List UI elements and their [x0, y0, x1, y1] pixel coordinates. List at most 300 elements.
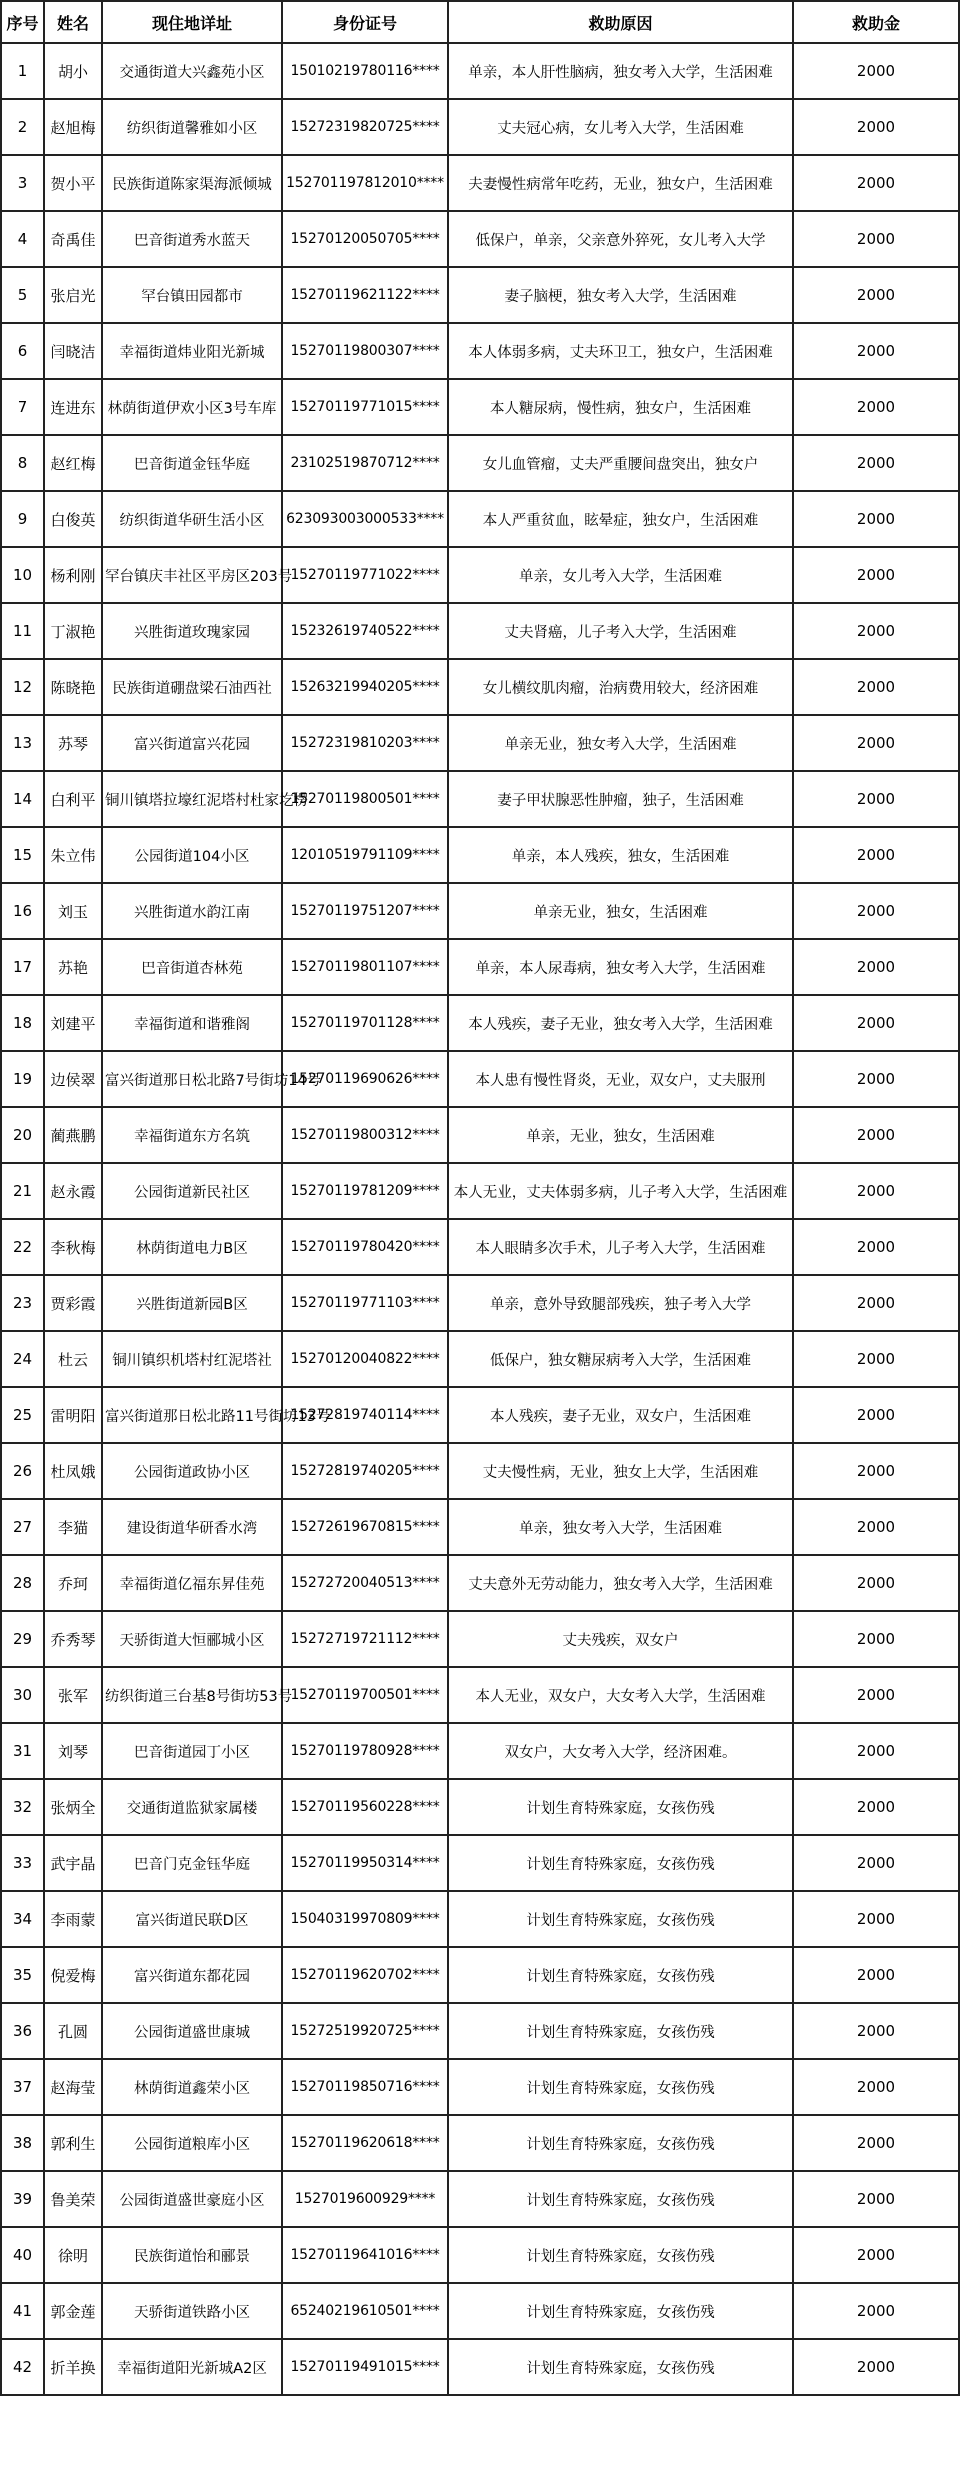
- cell-address: 公园街道盛世豪庭小区: [102, 2171, 282, 2227]
- cell-id-number: 15270119950314****: [282, 1835, 448, 1891]
- cell-amount: 2000: [793, 2171, 959, 2227]
- cell-id-number: 1527019600929****: [282, 2171, 448, 2227]
- cell-amount: 2000: [793, 379, 959, 435]
- cell-index: 36: [1, 2003, 44, 2059]
- cell-index: 37: [1, 2059, 44, 2115]
- cell-id-number: 15270119690626****: [282, 1051, 448, 1107]
- cell-amount: 2000: [793, 1443, 959, 1499]
- cell-index: 15: [1, 827, 44, 883]
- cell-amount: 2000: [793, 659, 959, 715]
- cell-address: 铜川镇织机塔村红泥塔社: [102, 1331, 282, 1387]
- cell-amount: 2000: [793, 1611, 959, 1667]
- cell-address: 天骄街道大恒郦城小区: [102, 1611, 282, 1667]
- table-row: [1, 1611, 959, 1667]
- cell-id-number: 15270119751207****: [282, 883, 448, 939]
- cell-name: 贾彩霞: [44, 1275, 102, 1331]
- cell-address: 民族街道怡和郦景: [102, 2227, 282, 2283]
- cell-reason: 计划生育特殊家庭，女孩伤残: [448, 1947, 793, 2003]
- cell-address: 巴音街道金钰华庭: [102, 435, 282, 491]
- table-row: [1, 2059, 959, 2115]
- cell-amount: 2000: [793, 1835, 959, 1891]
- cell-name: 边侯翠: [44, 1051, 102, 1107]
- cell-amount: 2000: [793, 155, 959, 211]
- table-row: [1, 211, 959, 267]
- cell-reason: 丈夫肾癌，儿子考入大学，生活困难: [448, 603, 793, 659]
- cell-amount: 2000: [793, 1667, 959, 1723]
- cell-name: 李猫: [44, 1499, 102, 1555]
- cell-reason: 计划生育特殊家庭，女孩伤残: [448, 2171, 793, 2227]
- cell-address: 纺织街道华研生活小区: [102, 491, 282, 547]
- cell-id-number: 15270120050705****: [282, 211, 448, 267]
- cell-name: 连进东: [44, 379, 102, 435]
- cell-reason: 计划生育特殊家庭，女孩伤残: [448, 2339, 793, 2395]
- header-amount: 救助金: [793, 1, 959, 43]
- cell-id-number: 12010519791109****: [282, 827, 448, 883]
- cell-amount: 2000: [793, 603, 959, 659]
- cell-address: 巴音街道园丁小区: [102, 1723, 282, 1779]
- table-row: [1, 1723, 959, 1779]
- cell-reason: 单亲，本人残疾，独女，生活困难: [448, 827, 793, 883]
- cell-name: 徐明: [44, 2227, 102, 2283]
- cell-index: 40: [1, 2227, 44, 2283]
- cell-id-number: 15270119700501****: [282, 1667, 448, 1723]
- header-index: 序号: [1, 1, 44, 43]
- cell-amount: 2000: [793, 715, 959, 771]
- cell-id-number: 15272319810203****: [282, 715, 448, 771]
- cell-name: 刘建平: [44, 995, 102, 1051]
- cell-id-number: 15270119560228****: [282, 1779, 448, 1835]
- cell-reason: 丈夫意外无劳动能力，独女考入大学，生活困难: [448, 1555, 793, 1611]
- cell-address: 巴音街道秀水蓝天: [102, 211, 282, 267]
- cell-id-number: 65240219610501****: [282, 2283, 448, 2339]
- cell-id-number: 15270119771015****: [282, 379, 448, 435]
- cell-name: 杨利刚: [44, 547, 102, 603]
- cell-name: 郭利生: [44, 2115, 102, 2171]
- cell-reason: 夫妻慢性病常年吃药，无业，独女户，生活困难: [448, 155, 793, 211]
- cell-reason: 本人体弱多病，丈夫环卫工，独女户，生活困难: [448, 323, 793, 379]
- header-reason: 救助原因: [448, 1, 793, 43]
- cell-address: 巴音门克金钰华庭: [102, 1835, 282, 1891]
- cell-index: 19: [1, 1051, 44, 1107]
- cell-id-number: 15272720040513****: [282, 1555, 448, 1611]
- cell-index: 4: [1, 211, 44, 267]
- cell-address: 林荫街道电力B区: [102, 1219, 282, 1275]
- cell-name: 李秋梅: [44, 1219, 102, 1275]
- cell-name: 苏艳: [44, 939, 102, 995]
- cell-index: 12: [1, 659, 44, 715]
- cell-name: 刘琴: [44, 1723, 102, 1779]
- table-row: [1, 323, 959, 379]
- cell-id-number: 15040319970809****: [282, 1891, 448, 1947]
- table-row: [1, 267, 959, 323]
- cell-index: 31: [1, 1723, 44, 1779]
- table-row: [1, 771, 959, 827]
- cell-amount: 2000: [793, 323, 959, 379]
- cell-reason: 本人严重贫血，眩晕症，独女户，生活困难: [448, 491, 793, 547]
- cell-address: 公园街道104小区: [102, 827, 282, 883]
- cell-index: 10: [1, 547, 44, 603]
- cell-amount: 2000: [793, 827, 959, 883]
- cell-index: 30: [1, 1667, 44, 1723]
- cell-reason: 本人残疾，妻子无业，独女考入大学，生活困难: [448, 995, 793, 1051]
- cell-address: 天骄街道铁路小区: [102, 2283, 282, 2339]
- cell-address: 公园街道盛世康城: [102, 2003, 282, 2059]
- cell-index: 14: [1, 771, 44, 827]
- cell-index: 38: [1, 2115, 44, 2171]
- table-row: [1, 659, 959, 715]
- table-body: [1, 43, 959, 2395]
- table-row: [1, 1219, 959, 1275]
- table-row: [1, 2003, 959, 2059]
- cell-amount: 2000: [793, 1723, 959, 1779]
- cell-amount: 2000: [793, 43, 959, 99]
- cell-amount: 2000: [793, 1779, 959, 1835]
- cell-id-number: 15270119800307****: [282, 323, 448, 379]
- cell-amount: 2000: [793, 2339, 959, 2395]
- cell-id-number: 152701197812010****: [282, 155, 448, 211]
- table-row: [1, 491, 959, 547]
- cell-amount: 2000: [793, 491, 959, 547]
- cell-name: 倪爱梅: [44, 1947, 102, 2003]
- cell-address: 交通街道大兴鑫苑小区: [102, 43, 282, 99]
- table-row: [1, 435, 959, 491]
- cell-index: 27: [1, 1499, 44, 1555]
- cell-name: 孔圆: [44, 2003, 102, 2059]
- cell-address: 幸福街道炜业阳光新城: [102, 323, 282, 379]
- cell-id-number: 15272319820725****: [282, 99, 448, 155]
- cell-id-number: 15270119771103****: [282, 1275, 448, 1331]
- cell-index: 21: [1, 1163, 44, 1219]
- cell-name: 杜云: [44, 1331, 102, 1387]
- cell-id-number: 15270119781209****: [282, 1163, 448, 1219]
- cell-amount: 2000: [793, 2003, 959, 2059]
- cell-amount: 2000: [793, 2283, 959, 2339]
- cell-amount: 2000: [793, 1275, 959, 1331]
- cell-name: 奇禹佳: [44, 211, 102, 267]
- cell-reason: 计划生育特殊家庭，女孩伤残: [448, 2003, 793, 2059]
- cell-name: 折羊换: [44, 2339, 102, 2395]
- cell-name: 贺小平: [44, 155, 102, 211]
- cell-name: 雷明阳: [44, 1387, 102, 1443]
- cell-index: 32: [1, 1779, 44, 1835]
- cell-index: 1: [1, 43, 44, 99]
- cell-address: 富兴街道那日松北路11号街坊13号: [102, 1387, 282, 1443]
- cell-reason: 丈夫残疾，双女户: [448, 1611, 793, 1667]
- table-row: [1, 1499, 959, 1555]
- cell-id-number: 15270119780420****: [282, 1219, 448, 1275]
- cell-address: 富兴街道东都花园: [102, 1947, 282, 2003]
- cell-reason: 丈夫冠心病，女儿考入大学，生活困难: [448, 99, 793, 155]
- cell-id-number: 623093003000533****: [282, 491, 448, 547]
- cell-amount: 2000: [793, 2227, 959, 2283]
- cell-index: 18: [1, 995, 44, 1051]
- cell-name: 蔺燕鹏: [44, 1107, 102, 1163]
- cell-reason: 双女户，大女考入大学，经济困难。: [448, 1723, 793, 1779]
- cell-reason: 计划生育特殊家庭，女孩伤残: [448, 1835, 793, 1891]
- cell-name: 朱立伟: [44, 827, 102, 883]
- cell-index: 17: [1, 939, 44, 995]
- cell-reason: 本人糖尿病，慢性病，独女户，生活困难: [448, 379, 793, 435]
- cell-id-number: 15270119780928****: [282, 1723, 448, 1779]
- cell-id-number: 15270119491015****: [282, 2339, 448, 2395]
- cell-id-number: 15270119620702****: [282, 1947, 448, 2003]
- cell-reason: 低保户，单亲，父亲意外猝死，女儿考入大学: [448, 211, 793, 267]
- cell-index: 34: [1, 1891, 44, 1947]
- cell-amount: 2000: [793, 1219, 959, 1275]
- cell-index: 2: [1, 99, 44, 155]
- cell-reason: 计划生育特殊家庭，女孩伤残: [448, 2227, 793, 2283]
- cell-amount: 2000: [793, 435, 959, 491]
- cell-amount: 2000: [793, 1891, 959, 1947]
- table-row: [1, 827, 959, 883]
- cell-name: 闫晓洁: [44, 323, 102, 379]
- header-id-number: 身份证号: [282, 1, 448, 43]
- cell-id-number: 15270119800312****: [282, 1107, 448, 1163]
- cell-name: 白利平: [44, 771, 102, 827]
- cell-address: 巴音街道杏林苑: [102, 939, 282, 995]
- cell-reason: 单亲无业，独女考入大学，生活困难: [448, 715, 793, 771]
- cell-address: 兴胜街道新园B区: [102, 1275, 282, 1331]
- cell-name: 丁淑艳: [44, 603, 102, 659]
- cell-amount: 2000: [793, 1387, 959, 1443]
- cell-name: 张炳全: [44, 1779, 102, 1835]
- cell-index: 39: [1, 2171, 44, 2227]
- cell-address: 公园街道粮库小区: [102, 2115, 282, 2171]
- cell-index: 16: [1, 883, 44, 939]
- cell-reason: 单亲，意外导致腿部残疾，独子考入大学: [448, 1275, 793, 1331]
- cell-index: 28: [1, 1555, 44, 1611]
- cell-address: 幸福街道阳光新城A2区: [102, 2339, 282, 2395]
- cell-reason: 单亲，本人尿毒病，独女考入大学，生活困难: [448, 939, 793, 995]
- cell-address: 公园街道政协小区: [102, 1443, 282, 1499]
- cell-name: 李雨蒙: [44, 1891, 102, 1947]
- cell-reason: 计划生育特殊家庭，女孩伤残: [448, 2283, 793, 2339]
- cell-id-number: 15270120040822****: [282, 1331, 448, 1387]
- header-name: 姓名: [44, 1, 102, 43]
- cell-address: 民族街道陈家渠海派倾城: [102, 155, 282, 211]
- cell-id-number: 23102519870712****: [282, 435, 448, 491]
- cell-reason: 妻子脑梗，独女考入大学，生活困难: [448, 267, 793, 323]
- table-row: [1, 1107, 959, 1163]
- cell-amount: 2000: [793, 1555, 959, 1611]
- cell-amount: 2000: [793, 2115, 959, 2171]
- cell-index: 23: [1, 1275, 44, 1331]
- cell-address: 建设街道华研香水湾: [102, 1499, 282, 1555]
- cell-amount: 2000: [793, 211, 959, 267]
- table-row: [1, 43, 959, 99]
- table-row: [1, 1667, 959, 1723]
- table-row: [1, 379, 959, 435]
- cell-reason: 低保户，独女糖尿病考入大学，生活困难: [448, 1331, 793, 1387]
- cell-address: 兴胜街道水韵江南: [102, 883, 282, 939]
- table-row: [1, 2171, 959, 2227]
- table-row: [1, 1947, 959, 2003]
- cell-index: 11: [1, 603, 44, 659]
- cell-name: 张军: [44, 1667, 102, 1723]
- cell-amount: 2000: [793, 547, 959, 603]
- cell-address: 幸福街道和谐雅阁: [102, 995, 282, 1051]
- table-row: [1, 1163, 959, 1219]
- cell-index: 13: [1, 715, 44, 771]
- cell-reason: 计划生育特殊家庭，女孩伤残: [448, 1891, 793, 1947]
- cell-id-number: 15270119621122****: [282, 267, 448, 323]
- cell-amount: 2000: [793, 995, 959, 1051]
- table-row: [1, 1443, 959, 1499]
- cell-id-number: 15263219940205****: [282, 659, 448, 715]
- cell-name: 苏琴: [44, 715, 102, 771]
- cell-id-number: 15270119801107****: [282, 939, 448, 995]
- cell-address: 富兴街道民联D区: [102, 1891, 282, 1947]
- cell-index: 35: [1, 1947, 44, 2003]
- cell-index: 6: [1, 323, 44, 379]
- cell-amount: 2000: [793, 1947, 959, 2003]
- table-row: [1, 939, 959, 995]
- cell-index: 29: [1, 1611, 44, 1667]
- table-row: [1, 547, 959, 603]
- cell-id-number: 15272819740114****: [282, 1387, 448, 1443]
- cell-reason: 单亲，本人肝性脑病，独女考入大学，生活困难: [448, 43, 793, 99]
- cell-reason: 单亲无业，独女，生活困难: [448, 883, 793, 939]
- cell-reason: 本人眼睛多次手术，儿子考入大学，生活困难: [448, 1219, 793, 1275]
- table-row: [1, 995, 959, 1051]
- cell-name: 武宇晶: [44, 1835, 102, 1891]
- table-row: [1, 1387, 959, 1443]
- table-row: [1, 155, 959, 211]
- cell-id-number: 15272519920725****: [282, 2003, 448, 2059]
- header-row: [1, 1, 959, 43]
- cell-address: 幸福街道亿福东昇佳苑: [102, 1555, 282, 1611]
- cell-id-number: 15232619740522****: [282, 603, 448, 659]
- cell-address: 公园街道新民社区: [102, 1163, 282, 1219]
- cell-index: 24: [1, 1331, 44, 1387]
- cell-name: 白俊英: [44, 491, 102, 547]
- cell-address: 兴胜街道玫瑰家园: [102, 603, 282, 659]
- cell-reason: 女儿横纹肌肉瘤，治病费用较大，经济困难: [448, 659, 793, 715]
- cell-index: 25: [1, 1387, 44, 1443]
- table-row: [1, 2339, 959, 2395]
- cell-index: 26: [1, 1443, 44, 1499]
- table-row: [1, 883, 959, 939]
- cell-name: 赵红梅: [44, 435, 102, 491]
- cell-id-number: 15270119620618****: [282, 2115, 448, 2171]
- cell-address: 铜川镇塔拉壕红泥塔村杜家圪楞: [102, 771, 282, 827]
- cell-index: 22: [1, 1219, 44, 1275]
- cell-index: 8: [1, 435, 44, 491]
- cell-reason: 丈夫慢性病，无业，独女上大学，生活困难: [448, 1443, 793, 1499]
- cell-reason: 计划生育特殊家庭，女孩伤残: [448, 2059, 793, 2115]
- cell-id-number: 15270119800501****: [282, 771, 448, 827]
- cell-name: 乔珂: [44, 1555, 102, 1611]
- cell-amount: 2000: [793, 1163, 959, 1219]
- table-row: [1, 1051, 959, 1107]
- cell-index: 7: [1, 379, 44, 435]
- table-row: [1, 2227, 959, 2283]
- cell-address: 纺织街道馨雅如小区: [102, 99, 282, 155]
- cell-reason: 单亲，无业，独女，生活困难: [448, 1107, 793, 1163]
- cell-index: 5: [1, 267, 44, 323]
- cell-reason: 计划生育特殊家庭，女孩伤残: [448, 2115, 793, 2171]
- table-row: [1, 1331, 959, 1387]
- cell-amount: 2000: [793, 267, 959, 323]
- cell-address: 交通街道监狱家属楼: [102, 1779, 282, 1835]
- cell-name: 刘玉: [44, 883, 102, 939]
- cell-amount: 2000: [793, 1107, 959, 1163]
- cell-address: 纺织街道三台基8号街坊53号: [102, 1667, 282, 1723]
- cell-reason: 本人无业，丈夫体弱多病，儿子考入大学，生活困难: [448, 1163, 793, 1219]
- table-row: [1, 715, 959, 771]
- cell-index: 3: [1, 155, 44, 211]
- cell-address: 富兴街道那日松北路7号街坊14号: [102, 1051, 282, 1107]
- table-row: [1, 1779, 959, 1835]
- cell-reason: 单亲，独女考入大学，生活困难: [448, 1499, 793, 1555]
- cell-address: 罕台镇庆丰社区平房区203号: [102, 547, 282, 603]
- cell-name: 赵旭梅: [44, 99, 102, 155]
- cell-id-number: 15272719721112****: [282, 1611, 448, 1667]
- cell-amount: 2000: [793, 1331, 959, 1387]
- cell-index: 20: [1, 1107, 44, 1163]
- table-row: [1, 99, 959, 155]
- cell-reason: 本人残疾，妻子无业，双女户，生活困难: [448, 1387, 793, 1443]
- cell-id-number: 15272819740205****: [282, 1443, 448, 1499]
- cell-id-number: 15270119701128****: [282, 995, 448, 1051]
- table-row: [1, 2115, 959, 2171]
- cell-id-number: 15272619670815****: [282, 1499, 448, 1555]
- table-row: [1, 603, 959, 659]
- table-row: [1, 1891, 959, 1947]
- cell-reason: 女儿血管瘤，丈夫严重腰间盘突出，独女户: [448, 435, 793, 491]
- cell-amount: 2000: [793, 99, 959, 155]
- cell-name: 赵海莹: [44, 2059, 102, 2115]
- cell-address: 民族街道硼盘梁石油西社: [102, 659, 282, 715]
- cell-amount: 2000: [793, 2059, 959, 2115]
- table-row: [1, 1835, 959, 1891]
- cell-index: 33: [1, 1835, 44, 1891]
- cell-index: 41: [1, 2283, 44, 2339]
- cell-id-number: 15270119771022****: [282, 547, 448, 603]
- cell-address: 罕台镇田园都市: [102, 267, 282, 323]
- header-address: 现住地详址: [102, 1, 282, 43]
- cell-reason: 计划生育特殊家庭，女孩伤残: [448, 1779, 793, 1835]
- cell-amount: 2000: [793, 883, 959, 939]
- cell-id-number: 15010219780116****: [282, 43, 448, 99]
- cell-name: 张启光: [44, 267, 102, 323]
- table-row: [1, 1555, 959, 1611]
- cell-amount: 2000: [793, 1499, 959, 1555]
- cell-name: 陈晓艳: [44, 659, 102, 715]
- cell-name: 鲁美荣: [44, 2171, 102, 2227]
- cell-name: 胡小: [44, 43, 102, 99]
- cell-name: 杜凤娥: [44, 1443, 102, 1499]
- cell-address: 幸福街道东方名筑: [102, 1107, 282, 1163]
- cell-reason: 妻子甲状腺恶性肿瘤，独子，生活困难: [448, 771, 793, 827]
- cell-amount: 2000: [793, 1051, 959, 1107]
- cell-reason: 本人患有慢性肾炎，无业，双女户，丈夫服刑: [448, 1051, 793, 1107]
- cell-name: 赵永霞: [44, 1163, 102, 1219]
- cell-reason: 单亲，女儿考入大学，生活困难: [448, 547, 793, 603]
- cell-index: 42: [1, 2339, 44, 2395]
- cell-id-number: 15270119850716****: [282, 2059, 448, 2115]
- cell-amount: 2000: [793, 939, 959, 995]
- cell-name: 乔秀琴: [44, 1611, 102, 1667]
- cell-amount: 2000: [793, 771, 959, 827]
- cell-id-number: 15270119641016****: [282, 2227, 448, 2283]
- cell-index: 9: [1, 491, 44, 547]
- cell-address: 林荫街道鑫荣小区: [102, 2059, 282, 2115]
- cell-address: 林荫街道伊欢小区3号车库: [102, 379, 282, 435]
- table-row: [1, 2283, 959, 2339]
- cell-reason: 本人无业，双女户，大女考入大学，生活困难: [448, 1667, 793, 1723]
- cell-name: 郭金莲: [44, 2283, 102, 2339]
